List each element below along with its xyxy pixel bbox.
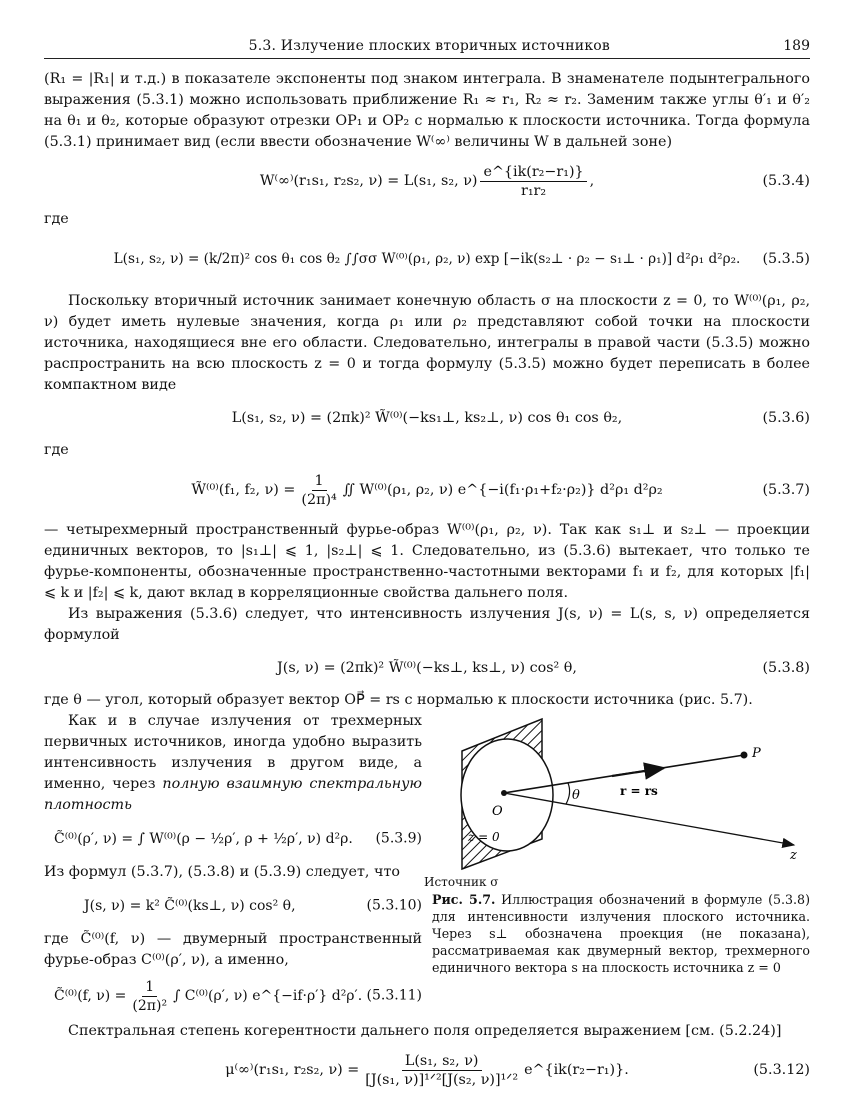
caption-label: Рис. 5.7. [432, 892, 496, 907]
running-head [44, 34, 810, 59]
equation-5-3-12 [44, 1042, 810, 1098]
label-z0: z = 0 [468, 830, 500, 844]
equation-5-3-6 [44, 396, 810, 440]
eq-5-3-4-lhs: W⁽∞⁾(r₁s₁, r₂s₂, ν) = L(s₁, s₂, ν) [259, 173, 478, 189]
eq-5-3-11-label: (5.3.11) [366, 987, 422, 1004]
where-label-1: где [44, 211, 69, 227]
equation-5-3-5 [44, 231, 810, 287]
paragraph-4: Из выражения (5.3.6) следует, что интенсивность излучения J(s, ν) = L(s, s, ν) определяется формулой [44, 606, 810, 643]
two-column-block [44, 711, 810, 1014]
label-P: P [752, 746, 761, 761]
eq-5-3-4-numerator: e^{ik(r₂−r₁)} [480, 163, 586, 182]
equation-5-3-9 [44, 816, 422, 862]
eq-5-3-7-numerator: 1 [312, 472, 327, 491]
eq-5-3-7-denominator: (2π)⁴ [301, 491, 337, 508]
paragraph-8: где C̃⁽⁰⁾(f, ν) — двумерный пространственный фурье-образ C⁽⁰⁾(ρ′, ν), а именно, [44, 931, 422, 968]
where-label-2: где [44, 442, 69, 458]
figure-diagram [432, 711, 810, 871]
paragraph-6-term: полную взаимную спектральную плотность [44, 776, 422, 813]
label-theta: θ [572, 788, 580, 803]
equation-5-3-7 [44, 462, 810, 518]
point-P [741, 752, 748, 759]
paragraph-7: Из формул (5.3.7), (5.3.8) и (5.3.9) следует, что [44, 864, 400, 880]
label-O: O [492, 804, 503, 819]
eq-5-3-11-lhs: C̃⁽⁰⁾(f, ν) = [54, 987, 127, 1004]
eq-5-3-5-body: L(s₁, s₂, ν) = (k/2π)² cos θ₁ cos θ₂ ∫∫σσ W⁽⁰⁾(ρ₁, ρ₂, ν) exp [−ik(s₂⊥ · ρ₂ − s₁⊥ · ρ₁)] d²ρ₁ d²ρ₂. [113, 251, 741, 267]
left-column [44, 711, 422, 1021]
eq-5-3-11-denominator: (2π)² [132, 997, 168, 1014]
equation-5-3-8 [44, 646, 810, 690]
eq-5-3-4-denominator: r₁r₂ [520, 182, 547, 199]
eq-5-3-4-label: (5.3.4) [762, 173, 810, 189]
figure-caption [432, 891, 810, 976]
eq-5-3-12-lhs: μ⁽∞⁾(r₁s₁, r₂s₂, ν) = [225, 1062, 360, 1078]
label-z: z [790, 848, 797, 863]
paragraph-9: Спектральная степень когерентности дальнего поля определяется выражением [см. (5.2.24)] [68, 1023, 782, 1039]
equation-5-3-10 [44, 883, 422, 929]
eq-5-3-12-numerator: L(s₁, s₂, ν) [402, 1052, 482, 1071]
paragraph-1: (R₁ = |R₁| и т.д.) в показателе экспоненты под знаком интеграла. В знаменателе подынтегрального выражения (5.3.1) можно использовать приближение R₁ ≈ r₁, R₂ ≈ r₂. Заменим также углы θ′₁ и θ′₂ на θ₁ и θ₂, которые образуют отрезки OP₁ и OP₂ с нормалью к плоскости источника. Тогда формула (5.3.1) принимает вид (если ввести обозначение W⁽∞⁾ величины W в дальней зоне) [44, 71, 810, 150]
eq-5-3-10-body: J(s, ν) = k² C̃⁽⁰⁾(ks⊥, ν) cos² θ, [84, 897, 296, 914]
eq-5-3-12-denominator: [J(s₁, ν)]¹ᐟ²[J(s₂, ν)]¹ᐟ² [365, 1071, 519, 1088]
paragraph-6 [44, 711, 422, 816]
source-label: Источник σ [424, 875, 499, 889]
label-r: r = rs [620, 784, 658, 798]
eq-5-3-11-numerator: 1 [142, 978, 157, 997]
paragraph-3: — четырехмерный пространственный фурье-образ W⁽⁰⁾(ρ₁, ρ₂, ν). Так как s₁⊥ и s₂⊥ — проекции единичных векторов, то |s₁⊥| ⩽ 1, |s₂⊥| ⩽ 1. Следовательно, из (5.3.6) вытекает, что только те фурье-компоненты, обозначенные пространственно-частотными векторами f₁ и f₂, для которых |f₁| ⩽ k и |f₂| ⩽ k, дают вклад в корреляционные свойства дальнего поля. [44, 522, 810, 601]
eq-5-3-8-label: (5.3.8) [762, 660, 810, 676]
eq-5-3-12-rhs: e^{ik(r₂−r₁)}. [524, 1062, 629, 1078]
page-number: 189 [783, 38, 810, 54]
eq-5-3-7-rhs: ∬ W⁽⁰⁾(ρ₁, ρ₂, ν) e^{−i(f₁·ρ₁+f₂·ρ₂)} d²ρ₁ d²ρ₂ [342, 482, 663, 498]
eq-5-3-4-tail: , [589, 173, 595, 189]
figure-5-7 [424, 711, 810, 976]
eq-5-3-9-body: C̃⁽⁰⁾(ρ′, ν) = ∫ W⁽⁰⁾(ρ − ½ρ′, ρ + ½ρ′, ν) d²ρ. [54, 830, 353, 847]
eq-5-3-12-label: (5.3.12) [753, 1062, 810, 1078]
paragraph-5: где θ — угол, который образует вектор OP⃗ = rs с нормалью к плоскости источника (рис. 5.7). [44, 692, 753, 708]
page [44, 34, 810, 1098]
origin-point [501, 790, 507, 796]
eq-5-3-10-label: (5.3.10) [366, 897, 422, 914]
eq-5-3-7-lhs: W̃⁽⁰⁾(f₁, f₂, ν) = [191, 482, 296, 498]
unit-vector-s [612, 768, 664, 776]
equation-5-3-4 [44, 153, 810, 209]
eq-5-3-9-label: (5.3.9) [375, 830, 422, 847]
eq-5-3-7-label: (5.3.7) [762, 482, 810, 498]
paragraph-6-text: Как и в случае излучения от трехмерных первичных источников, иногда удобно выразить интенсивность излучения в другом виде, а именно, через [44, 713, 422, 792]
eq-5-3-6-body: L(s₁, s₂, ν) = (2πk)² W̃⁽⁰⁾(−ks₁⊥, ks₂⊥, ν) cos θ₁ cos θ₂, [231, 410, 623, 426]
caption-text: Иллюстрация обозначений в формуле (5.3.8) для интенсивности излучения плоского источника. Через s⊥ обозначена проекция (не показана), рассматриваемая как двумерный вектор, трехмерного единичного вектора s на плоскость источника z = 0 [432, 892, 810, 975]
angle-arc [566, 783, 570, 804]
eq-5-3-11-rhs: ∫ C⁽⁰⁾(ρ′, ν) e^{−if·ρ′} d²ρ′. [173, 987, 363, 1004]
section-title: 5.3. Излучение плоских вторичных источников [248, 38, 610, 54]
eq-5-3-6-label: (5.3.6) [762, 410, 810, 426]
eq-5-3-8-body: J(s, ν) = (2πk)² W̃⁽⁰⁾(−ks⊥, ks⊥, ν) cos² θ, [277, 660, 577, 676]
eq-5-3-5-label: (5.3.5) [762, 251, 810, 267]
equation-5-3-11 [44, 971, 422, 1021]
paragraph-2: Поскольку вторичный источник занимает конечную область σ на плоскости z = 0, то W⁽⁰⁾(ρ₁, ρ₂, ν) будет иметь нулевые значения, когда ρ₁ или ρ₂ представляют собой точки на плоскости источника, находящиеся вне его области. Следовательно, интегралы в правой части (5.3.5) можно распространить на всю плоскость z = 0 и тогда формулу (5.3.5) можно будет переписать в более компактном виде [44, 293, 810, 393]
